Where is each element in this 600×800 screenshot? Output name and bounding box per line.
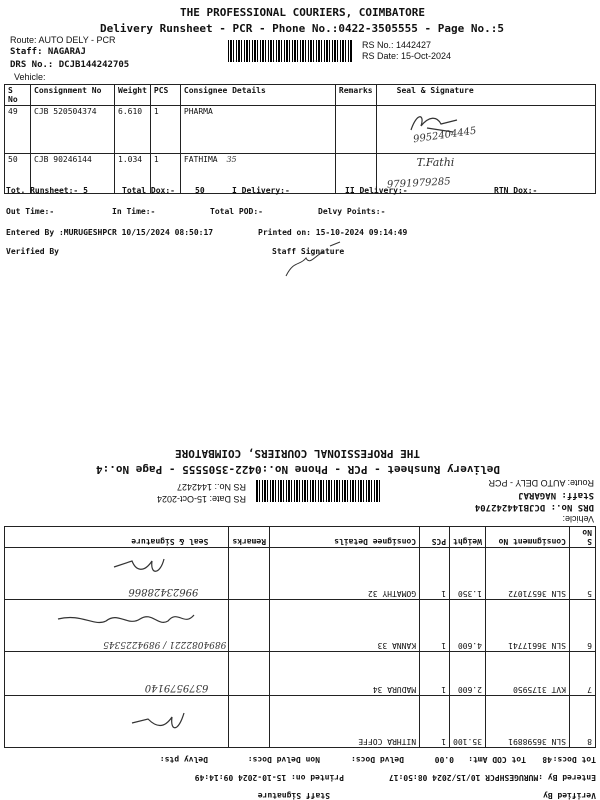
handwritten-signature: T.Fathi bbox=[416, 156, 455, 169]
runsheet-title: Delivery Runsheet - PCR - Phone No.:0422-3505555 - Page No.:4 bbox=[96, 463, 500, 476]
row-seal bbox=[376, 106, 595, 154]
route: Route: AUTO DELY - PCR bbox=[10, 35, 116, 45]
delvy-pts: Delvy pts: bbox=[159, 755, 208, 764]
row-pcs: 1 bbox=[420, 548, 450, 600]
handwritten-phone: 6379579140 bbox=[144, 682, 209, 693]
vehicle: Vehicle: bbox=[562, 514, 594, 524]
row-sno: 50 bbox=[5, 154, 31, 194]
verified-by: Verified By bbox=[543, 791, 596, 800]
rtn-dox: RTN Dox:- bbox=[494, 186, 538, 195]
company-name: THE PROFESSIONAL COURIERS, COIMBATORE bbox=[180, 6, 426, 19]
signature-scribble bbox=[108, 553, 168, 579]
row-remarks bbox=[229, 600, 270, 652]
row-consignee: GOMATHY 32 bbox=[270, 548, 420, 600]
header-pcs: PCS bbox=[150, 85, 180, 106]
out-time: Out Time:- bbox=[6, 207, 55, 216]
rs-number: RS No.: 1442427 bbox=[176, 482, 246, 492]
header-weight: Weight bbox=[115, 85, 151, 106]
row-consignment: SLN 36598891 bbox=[486, 696, 570, 748]
header-consignment: Consignment No bbox=[486, 527, 570, 548]
row-sno: 8 bbox=[570, 696, 596, 748]
barcode bbox=[255, 480, 380, 502]
header-weight: Weight bbox=[450, 527, 486, 548]
header-seal: Seal & Signature bbox=[5, 527, 229, 548]
runsheet-page-4 bbox=[0, 440, 600, 800]
non-delvd-docs: Non Delvd Docs: bbox=[247, 755, 320, 764]
verified-by: Verified By bbox=[6, 247, 59, 256]
header-remarks: Remarks bbox=[335, 85, 376, 106]
handwritten-phone: 9791979285 bbox=[386, 176, 451, 191]
row-consignment: SLN 36617741 bbox=[486, 600, 570, 652]
header-remarks: Remarks bbox=[229, 527, 270, 548]
handwritten-phone: 9894082221 / 9894225345 bbox=[103, 639, 227, 649]
entered-by: Entered By :MURUGESHPCR 10/15/2024 08:50:17 bbox=[388, 773, 596, 782]
row-consignment: CJB 90246144 bbox=[31, 154, 115, 194]
row-remarks bbox=[229, 696, 270, 748]
row-consignee: KANNA 33 bbox=[270, 600, 420, 652]
table-row bbox=[5, 652, 596, 696]
row-weight: 6.610 bbox=[115, 106, 151, 154]
table-row bbox=[5, 548, 596, 600]
row-weight: 35.100 bbox=[450, 696, 486, 748]
row-sno: 7 bbox=[570, 652, 596, 696]
row-seal bbox=[5, 652, 229, 696]
row-sno: 6 bbox=[570, 600, 596, 652]
row-pcs: 1 bbox=[150, 154, 180, 194]
row-remarks bbox=[335, 106, 376, 154]
consignment-table bbox=[4, 84, 596, 194]
row-seal bbox=[5, 600, 229, 652]
row-sno: 5 bbox=[570, 548, 596, 600]
row-seal bbox=[5, 548, 229, 600]
tot-cod-value: 0.00 bbox=[434, 755, 454, 764]
entered-by: Entered By :MURUGESHPCR 10/15/2024 08:50:17 bbox=[6, 228, 214, 237]
company-name: THE PROFESSIONAL COURIERS, COIMBATORE bbox=[174, 447, 420, 460]
total-dox-label: Total Dox:- bbox=[122, 186, 175, 195]
rs-date: RS Date: 15-Oct-2024 bbox=[362, 51, 452, 61]
row-consignment: CJB 520504374 bbox=[31, 106, 115, 154]
consignment-table bbox=[4, 526, 596, 748]
header-sno: S No bbox=[5, 85, 31, 106]
row-consignee: MADURA 34 bbox=[270, 652, 420, 696]
table-header bbox=[5, 527, 596, 548]
staff: Staff: NAGARAJ bbox=[518, 490, 594, 500]
rs-date: RS Date: 15-Oct-2024 bbox=[156, 494, 246, 504]
staff: Staff: NAGARAJ bbox=[10, 47, 86, 57]
vehicle: Vehicle: bbox=[14, 72, 46, 82]
i-delivery: I Delivery:- bbox=[232, 186, 290, 195]
row-pcs: 1 bbox=[420, 600, 450, 652]
row-seal bbox=[5, 696, 229, 748]
delvy-points: Delvy Points:- bbox=[318, 207, 386, 216]
tot-docs-value: 48 bbox=[542, 755, 552, 764]
row-pcs: 1 bbox=[420, 696, 450, 748]
row-weight: 1.034 bbox=[115, 154, 151, 194]
table-row bbox=[5, 696, 596, 748]
tot-docs-label: Tot Docs: bbox=[552, 755, 596, 764]
handwritten-phone: 9952404445 bbox=[412, 125, 477, 146]
printed-on: Printed on: 15-10-2024 09:14:49 bbox=[194, 773, 344, 782]
header-sno: S No bbox=[570, 527, 596, 548]
header-consignee: Consignee Details bbox=[270, 527, 420, 548]
row-consignee: PHARMA bbox=[180, 106, 335, 154]
row-remarks bbox=[229, 548, 270, 600]
header-pcs: PCS bbox=[420, 527, 450, 548]
row-remarks bbox=[229, 652, 270, 696]
staff-signature: Staff Signature bbox=[272, 247, 345, 256]
ii-delivery: II Delivery:- bbox=[345, 186, 408, 195]
row-weight: 1.350 bbox=[450, 548, 486, 600]
total-pod: Total POD:- bbox=[210, 207, 263, 216]
runsheet-title: Delivery Runsheet - PCR - Phone No.:0422-3505555 - Page No.:5 bbox=[100, 22, 504, 35]
handwritten-note: 35 bbox=[226, 155, 237, 164]
drs-number: DRS No.: DCJB144242705 bbox=[10, 60, 130, 70]
table-header bbox=[5, 85, 596, 106]
table-row bbox=[5, 106, 596, 154]
printed-on: Printed on: 15-10-2024 09:14:49 bbox=[258, 228, 408, 237]
tot-cod-label: Tot COD Amt: bbox=[468, 755, 526, 764]
drs-number: DRS No.: DCJB144242704 bbox=[474, 502, 594, 512]
consignee-name: FATHIMA bbox=[183, 155, 218, 164]
barcode bbox=[228, 40, 353, 62]
in-time: In Time:- bbox=[112, 207, 156, 216]
handwritten-phone: 99623428866 bbox=[128, 586, 199, 597]
total-dox-value: 50 bbox=[195, 186, 205, 195]
signature-scribble bbox=[48, 605, 198, 629]
rs-number: RS No.: 1442427 bbox=[362, 40, 432, 50]
row-consignment: SLN 36571072 bbox=[486, 548, 570, 600]
row-weight: 4.600 bbox=[450, 600, 486, 652]
route: Route: AUTO DELY - PCR bbox=[488, 478, 594, 488]
row-weight: 2.600 bbox=[450, 652, 486, 696]
row-consignee: NITHRA COFFE bbox=[270, 696, 420, 748]
header-consignment: Consignment No bbox=[31, 85, 115, 106]
row-sno: 49 bbox=[5, 106, 31, 154]
row-pcs: 1 bbox=[420, 652, 450, 696]
table-row bbox=[5, 600, 596, 652]
staff-signature: Staff Signature bbox=[257, 791, 330, 800]
tot-runsheet: Tot. Runsheet:- 5 bbox=[6, 186, 88, 195]
row-seal bbox=[376, 154, 595, 194]
row-consignment: KVT 3175950 bbox=[486, 652, 570, 696]
header-consignee: Consignee Details bbox=[180, 85, 335, 106]
signature-scribble bbox=[128, 707, 188, 737]
staff-signature-scribble bbox=[280, 240, 360, 280]
header-seal: Seal & Signature bbox=[376, 85, 595, 106]
delvd-docs: Delvd Docs: bbox=[351, 755, 404, 764]
row-pcs: 1 bbox=[150, 106, 180, 154]
